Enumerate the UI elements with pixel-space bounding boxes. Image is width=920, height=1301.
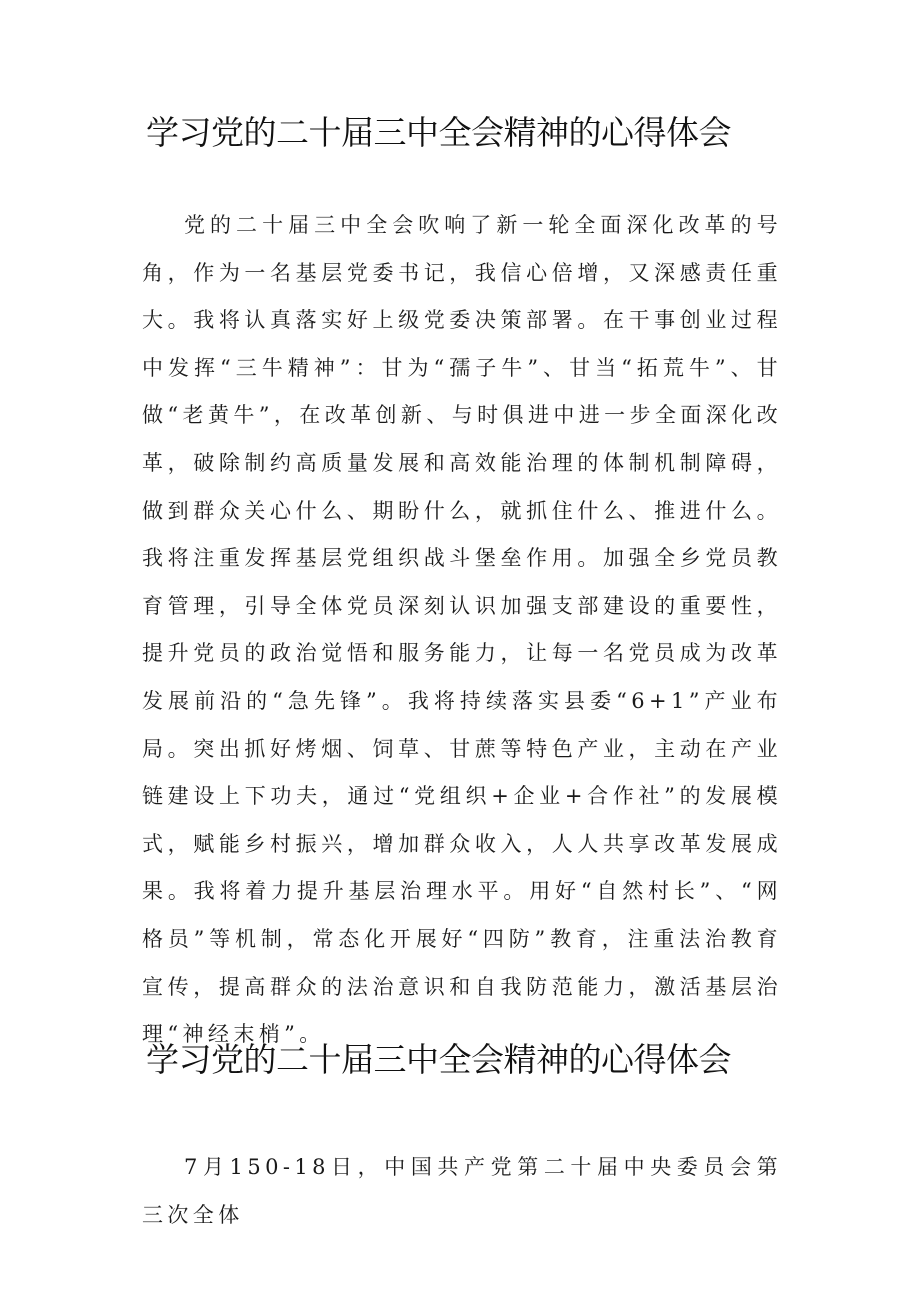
section-title: 学习党的二十届三中全会精神的心得体会 [146, 1040, 731, 1079]
section-paragraph: 7月150-18日，中国共产党第二十届中央委员会第三次全体 [142, 1155, 782, 1227]
section-paragraph: 党的二十届三中全会吹响了新一轮全面深化改革的号角，作为一名基层党委书记，我信心倍增，又深感责任重大。我将认真落实好上级党委决策部署。在干事创业过程中发挥“三牛精神”：甘为“孺子牛”、甘当“拓荒牛”、甘做“老黄牛”，在改革创新、与时俱进中进一步全面深化改革，破除制约高质量发展和高效能治理的体制机制障碍，做到群众关心什么、期盼什么，就抓住什么、推进什么。我将注重发挥基层党组织战斗堡垒作用。加强全乡党员教育管理，引导全体党员深刻认识加强支部建设的重要性，提升党员的政治觉悟和服务能力，让每一名党员成为改革发展前沿的“急先锋”。我将持续落实县委“6+1”产业布局。突出抓好烤烟、饲草、甘蔗等特色产业，主动在产业链建设上下功夫，通过“党组织+企业+合作社”的发展模式，赋能乡村振兴，增加群众收入，人人共享改革发展成果。我将着力提升基层治理水平。用好“自然村长”、“网格员”等机制，常态化开展好“四防”教育，注重法治教育宣传，提高群众的法治意识和自我防范能力，激活基层治理“神经末梢”。 [142, 213, 782, 1047]
section-title: 学习党的二十届三中全会精神的心得体会 [146, 113, 731, 152]
